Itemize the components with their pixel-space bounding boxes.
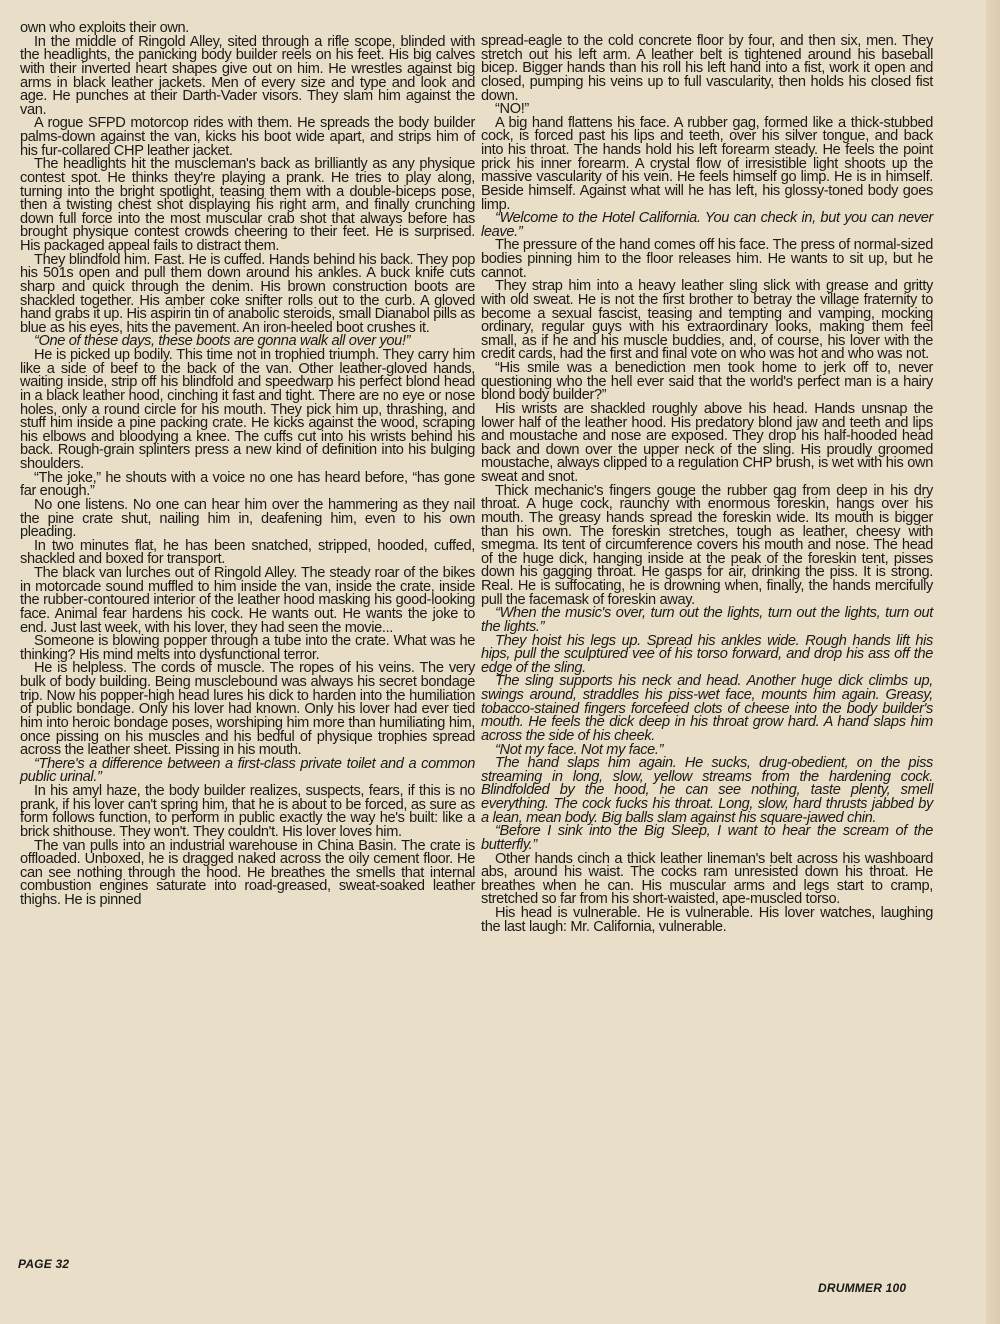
- paragraph: The sling supports his neck and head. Another huge dick climbs up, swings around, straddles his piss-wet face, mounts him again. Greasy, tobacco-stained fingers forcefeed clots of cheese into the body builder's mouth. He feels the dick deep in his throat grow hard. A hand slaps him across the side of his cheek.: [481, 673, 933, 744]
- paragraph: He is picked up bodily. This time not in trophied triumph. They carry him like a side of beef to the back of the van. Other leather-gloved hands, waiting inside, strip off his blindfold and speedwarp his perfect blond head in a black leather hood, cinching it fast and tight. There are no eye or nose holes, only a round circle for his mouth. They pick him up, thrashing, and stuff him inside a pine packing crate. He kicks against the wood, scraping his elbows and bloodying a knee. The cuffs cut into his wrists behind his back. Rough-grain splinters press a new kind of definition into his bulging shoulders.: [20, 347, 475, 472]
- paragraph: The hand slaps him again. He sucks, drug-obedient, on the piss streaming in long, slow, yellow streams from the hardening cock. Blindfolded by the hood, he can see nothing, taste plenty, smell everything. The cock fucks his throat. Long, slow, hard thrusts jabbed by a lean, mean body. Big balls slam against his square-jawed chin.: [481, 755, 933, 826]
- paragraph: “Before I sink into the Big Sleep, I want to hear the scream of the butterfly.”: [481, 823, 933, 853]
- paragraph: “One of these days, these boots are gonna walk all over you!”: [34, 333, 411, 350]
- paragraph: “When the music's over, turn out the lights, turn out the lights, turn out the lights.”: [481, 605, 933, 635]
- paragraph: “Not my face. Not my face.”: [495, 741, 664, 758]
- paragraph: He is helpless. The cords of muscle. The ropes of his veins. The very bulk of body building. Being musclebound was always his secret bondage trip. Now his popper-high head lures his dick to harden into the humiliation of public bondage. Only his lover had known. Only his lover had ever tied him into heroic bondage poses, worshiping him more than humiliating him, once pissing on his muscles and his bedful of physique trophies spread across the leather sheet. Pissing in his mouth.: [20, 660, 475, 759]
- paragraph: “Welcome to the Hotel California. You can check in, but you can never leave.”: [481, 210, 933, 240]
- page-number: PAGE 32: [18, 1257, 70, 1271]
- paragraph: spread-eagle to the cold concrete floor by four, and then six, men. They stretch out his left arm. A leather belt is tightened around his baseball bicep. Bigger hands than his roll his left hand into a fist, work it open and closed, pumping his veins up to full vascularity, then holds his closed fist down.: [481, 33, 933, 104]
- paragraph: His wrists are shackled roughly above his head. Hands unsnap the lower half of the leather hood. His predatory blond jaw and teeth and lips and moustache and nose are exposed. They drop his half-hooded head back and down over the upper neck of the sling. His proudly groomed moustache, always clipped to a regulation CHP brush, is wet with his own sweat and snot.: [481, 400, 933, 485]
- paragraph: “NO!”: [495, 101, 529, 118]
- paragraph: “His smile was a benediction men took home to jerk off to, never questioning who the hell ever said that the world's perfect man is a hairy blond body builder?”: [481, 360, 933, 404]
- paragraph: own who exploits their own.: [20, 20, 190, 36]
- paragraph: “The joke,” he shouts with a voice no one has heard before, “has gone far enough.”: [20, 469, 475, 500]
- paragraph: They hoist his legs up. Spread his ankles wide. Rough hands lift his hips, pull the sculptured vee of his torso forward, and drop his ass off the edge of the sling.: [481, 632, 933, 676]
- left-text-column: [20, 22, 475, 908]
- paragraph: Thick mechanic's fingers gouge the rubber gag from deep in his dry throat. A huge cock, raunchy with enormous foreskin, hangs over his mouth. The greasy hands spread the foreskin wide. Its mouth is bigger than his own. The foreskin stretches, tough as leather, cheesy with smegma. Its tent of circumference covers his mouth and nose. The head of the huge dick, hanging inside at the peak of the foreskin tent, pisses down his gagging throat. He gasps for air, drinking the piss. It is strong. Real. He is suffocating, he is drowning when, finally, the hands mercifully pull the facemask of foreskin away.: [481, 482, 933, 608]
- page-edge: [986, 0, 1000, 1324]
- paragraph: They blindfold him. Fast. He is cuffed. Hands behind his back. They pop his 501s open and pull them down around his ankles. A buck knife cuts sharp and quick through the denim. His brown construction boots are shackled together. His amber coke snifter rolls out to the curb. A gloved hand grabs it up. His aspirin tin of anabolic steroids, small Dianabol pills as blue as his eyes, hits the pavement. An iron-heeled boot crushes it.: [20, 251, 475, 336]
- right-text-column: [481, 35, 933, 934]
- paragraph: The pressure of the hand comes off his face. The press of normal-sized bodies pinning him to the floor releases him. He wants to sit up, but he cannot.: [481, 237, 933, 281]
- paragraph: Other hands cinch a thick leather lineman's belt across his washboard abs, around his waist. The cocks ram unresisted down his throat. He breathes when he can. His muscular arms and legs start to cramp, stretched so far from his short-waisted, ape-muscled torso.: [481, 850, 933, 908]
- paragraph: His head is vulnerable. He is vulnerable. His lover watches, laughing the last laugh: Mr. California, vulnerable.: [481, 905, 933, 935]
- paragraph: In the middle of Ringold Alley, sited through a rifle scope, blinded with the headlights, the panicking body builder reels on his feet. His big calves with their inverted heart shapes give out on him. He wrestles against big arms in black leather jackets. Men of every size and type and look and age. He punches at their Darth-Vader visors. They slam him against the van.: [20, 33, 475, 118]
- paragraph: In two minutes flat, he has been snatched, stripped, hooded, cuffed, shackled and boxed for transport.: [20, 537, 475, 568]
- paragraph: No one listens. No one can hear him over the hammering as they nail the pine crate shut, nailing him in, deafening him, even to his own pleading.: [20, 496, 475, 541]
- paragraph: “There's a difference between a first-class private toilet and a common public urinal.”: [20, 755, 475, 786]
- paragraph: The van pulls into an industrial warehouse in China Basin. The crate is offloaded. Unboxed, he is dragged naked across the oily cement floor. He can see nothing through the hood. He breathes the smells that internal combustion engines saturate into road-greased, sweat-soaked leather thighs. He is pinned: [20, 837, 475, 908]
- magazine-folio: DRUMMER 100: [818, 1281, 907, 1295]
- paragraph: They strap him into a heavy leather sling slick with grease and gritty with old sweat. He is not the first brother to betray the village fraternity to become a sexual fascist, teasing and tempting and vamping, mocking ordinary, regular guys with his extraordinary looks, making them feel small, as if he and his muscle buddies, and, of course, his lover with the credit cards, had the first and final vote on who was hot and who was not.: [481, 278, 933, 363]
- paragraph: The black van lurches out of Ringold Alley. The steady roar of the bikes in motorcade sound muffled to him inside the van, inside the crate, inside the rubber-contoured interior of the leather hood masking his good-looking face. Animal fear hardens his cock. He wants out. He wants the joke to end. Just last week, with his lover, they had seen the movie...: [20, 565, 475, 636]
- paragraph: A big hand flattens his face. A rubber gag, formed like a thick-stubbed cock, is forced past his lips and teeth, over his silver tongue, and back into his throat. The hands hold his left forearm steady. He feels the point prick his inner forearm. A crystal flow of irresistible light shoots up the massive vascularity of his vein. He feels himself go limp. He is in himself. Beside himself. Against what will he has left, his glossy-toned body goes limp.: [481, 114, 933, 213]
- paragraph: Someone is blowing popper through a tube into the crate. What was he thinking? His mind melts into dysfunctional terror.: [20, 633, 475, 663]
- paragraph: In his amyl haze, the body builder realizes, suspects, fears, if this is no prank, if his lover can't spring him, that he is about to be forced, as sure as form follows function, to perform in public exactly the way he's built: like a brick shithouse. They won't. They couldn't. His lover loves him.: [20, 783, 475, 840]
- paragraph: The headlights hit the muscleman's back as brilliantly as any physique contest spot. He thinks they're playing a prank. He tries to play along, turning into the bright spotlight, teasing them with a double-biceps pose, then a twisting chest shot displaying his right arm, and finally crunching down full force into the most muscular crab shot that always before has brought physique contest crowds cheering to their feet. He is surprised. His packaged appeal fails to distract them.: [20, 156, 475, 254]
- paragraph: A rogue SFPD motorcop rides with them. He spreads the body builder palms-down against the van, kicks his boot wide apart, and strips him of his fur-collared CHP leather jacket.: [20, 115, 475, 159]
